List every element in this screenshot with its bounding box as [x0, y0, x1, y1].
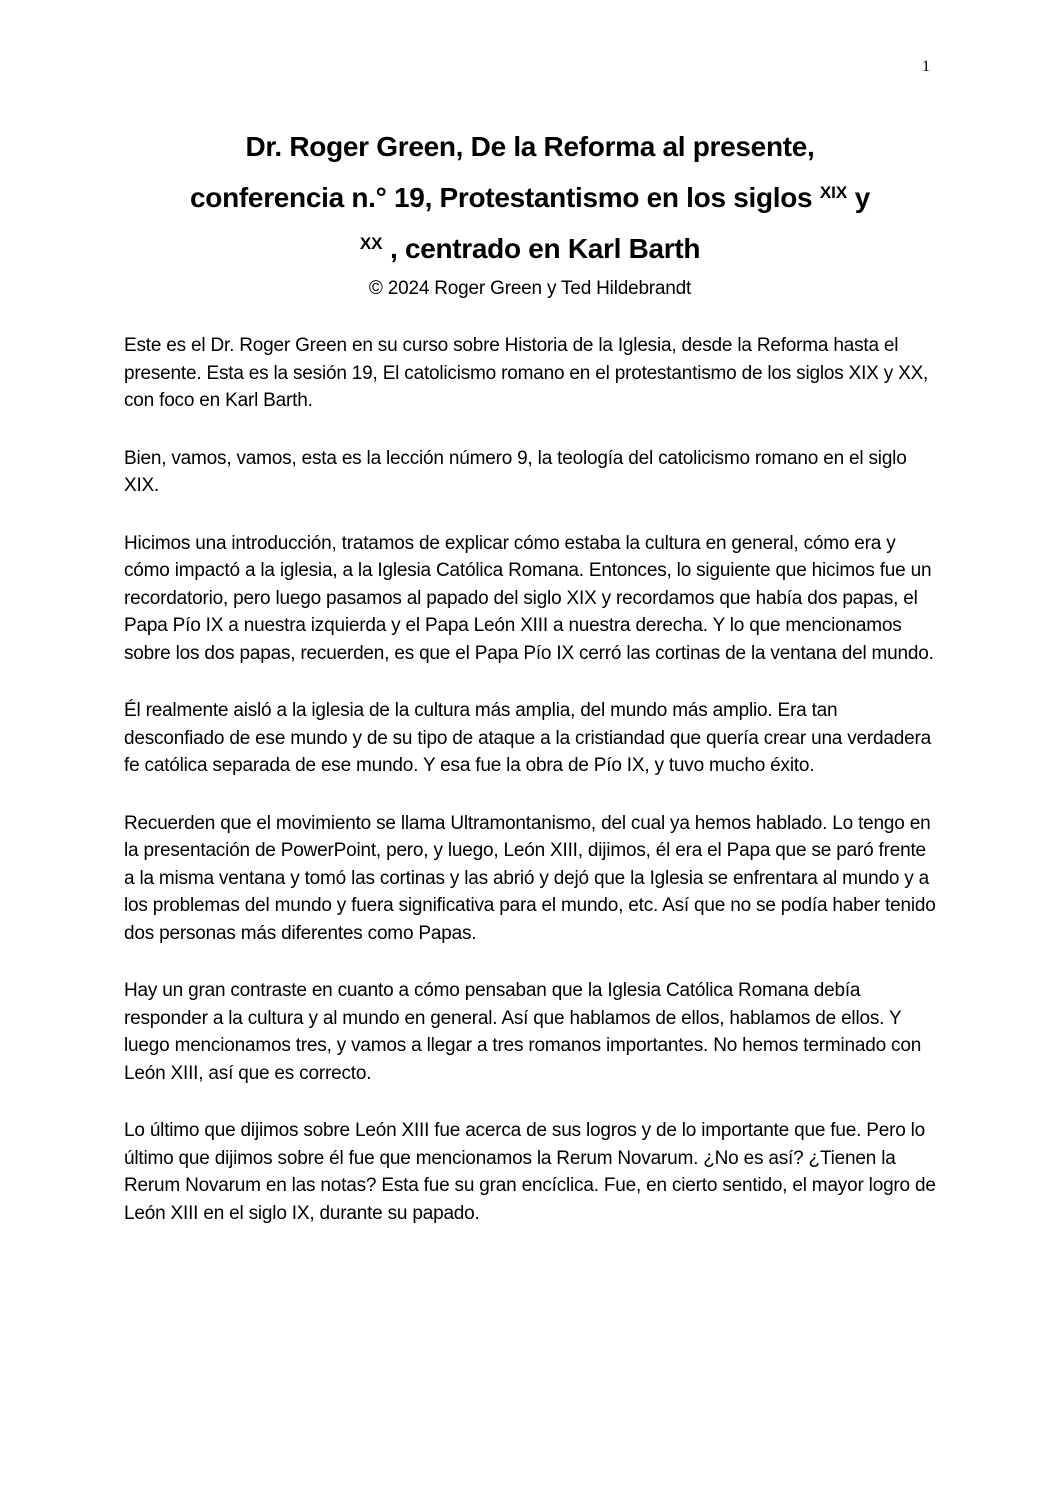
- title-line-2-text: conferencia n.° 19, Protestantismo en los siglos: [190, 182, 820, 213]
- paragraph-5: Recuerden que el movimiento se llama Ultramontanismo, del cual ya hemos hablado. Lo tengo en la presentación de PowerPoint, pero, y luego, León XIII, dijimos, él era el Papa que se paró frente a la misma ventana y tomó las cortinas y las abrió y dejó que la Iglesia se enfrentara al mundo y a los problemas del mundo y fuera significativa para el mundo, etc. Así que no se podía haber tenido dos personas más diferentes como Papas.: [124, 812, 936, 944]
- paragraph-1: Este es el Dr. Roger Green en su curso sobre Historia de la Iglesia, desde la Reforma hasta el presente. Esta es la sesión 19, El catolicismo romano en el protestantismo de los siglos XIX y XX, con foco en Karl Barth.: [124, 335, 929, 411]
- paragraph-6: Hay un gran contraste en cuanto a cómo pensaban que la Iglesia Católica Romana debía responder a la cultura y al mundo en general. Así que hablamos de ellos, hablamos de ellos. Y luego mencionamos tres, y vamos a llegar a tres romanos importantes. No hemos terminado con León XIII, así que es correcto.: [124, 980, 922, 1084]
- page-content: [124, 0, 936, 1257]
- copyright-line: © 2024 Roger Green y Ted Hildebrandt: [368, 278, 692, 299]
- paragraph-4: Él realmente aisló a la iglesia de la cultura más amplia, del mundo más amplio. Era tan desconfiado de ese mundo y de su tipo de ataque a la cristiandad que quería crear una verdadera fe católica separada de ese mundo. Y esa fue la obra de Pío IX, y tuvo mucho éxito.: [124, 700, 932, 776]
- title-superscript-xx: XX: [359, 234, 383, 253]
- title-superscript-xix: XIX: [819, 183, 848, 202]
- title-line-2-tail: y: [847, 182, 870, 213]
- body-text: [124, 332, 936, 1227]
- page-number: 1: [922, 58, 930, 75]
- paragraph-2: Bien, vamos, vamos, esta es la lección número 9, la teología del catolicismo romano en el siglo XIX.: [124, 447, 907, 496]
- paragraph-7: Lo último que dijimos sobre León XIII fue acerca de sus logros y de lo importante que fue. Pero lo último que dijimos sobre él fue que mencionamos la Rerum Novarum. ¿No es así? ¿Tienen la Rerum Novarum en las notas? Esta fue su gran encíclica. Fue, en cierto sentido, el mayor logro de León XIII en el siglo IX, durante su papado.: [124, 1120, 936, 1224]
- page-title: [124, 0, 936, 272]
- title-line-3-text: , centrado en Karl Barth: [382, 233, 701, 264]
- title-line-1: Dr. Roger Green, De la Reforma al presente,: [245, 131, 815, 162]
- paragraph-3: Hicimos una introducción, tratamos de explicar cómo estaba la cultura en general, cómo era y cómo impactó a la iglesia, a la Iglesia Católica Romana. Entonces, lo siguiente que hicimos fue un recordatorio, pero luego pasamos al papado del siglo XIX y recordamos que había dos papas, el Papa Pío IX a nuestra izquierda y el Papa León XIII a nuestra derecha. Y lo que mencionamos sobre los dos papas, recuerden, es que el Papa Pío IX cerró las cortinas de la ventana del mundo.: [124, 532, 934, 664]
